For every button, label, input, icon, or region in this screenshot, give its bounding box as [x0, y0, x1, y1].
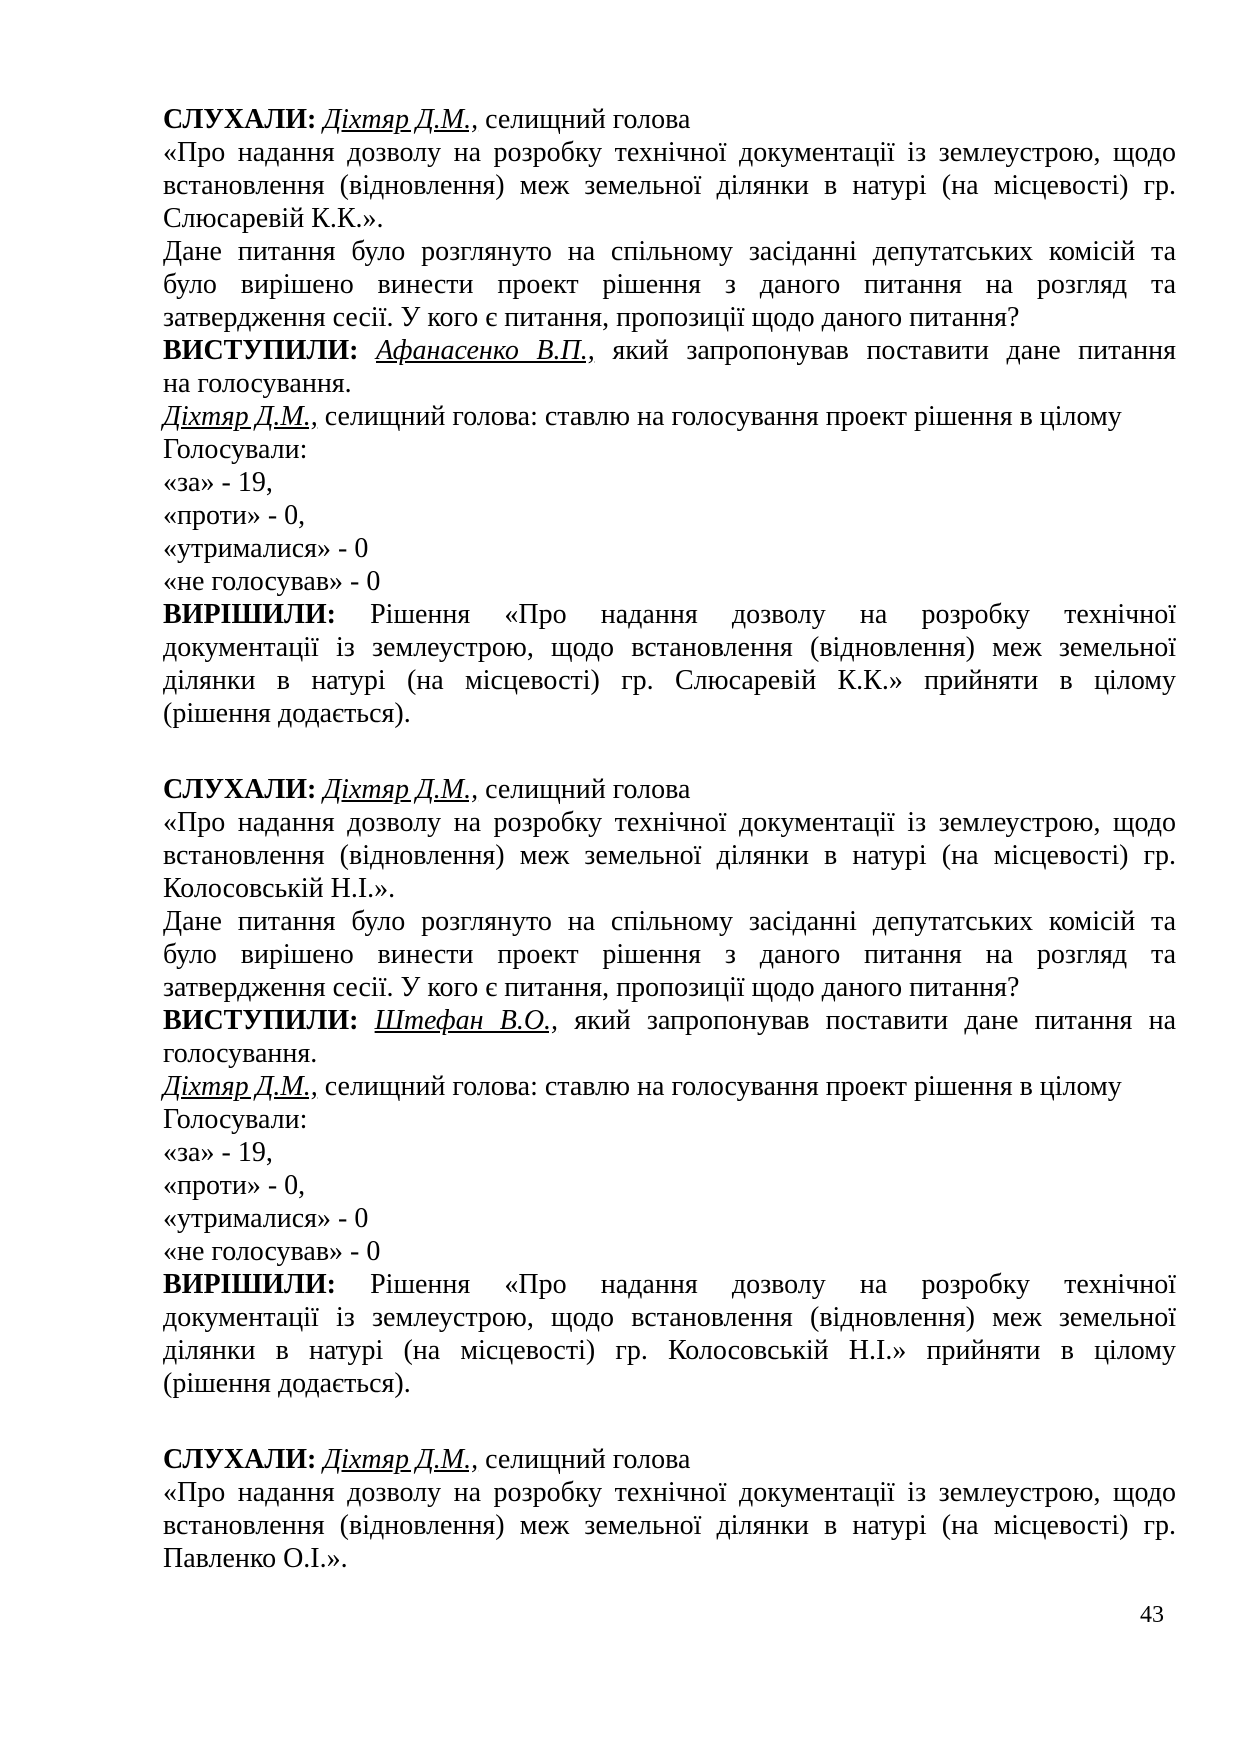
discussion-line: Дане питання було розглянуто на спільному засіданні депутатських комісій та [163, 236, 1176, 267]
heard-label: СЛУХАЛИ: [163, 774, 317, 805]
heard-role: селищний голова [485, 104, 691, 135]
decided-text-line: ділянки в натурі (на місцевості) гр. Колосовській Н.І.» прийняти в цілому [163, 1335, 1176, 1366]
discussion-line: затвердження сесії. У кого є питання, пропозиції щодо даного питання? [163, 302, 1020, 333]
topic-line: Колосовській Н.І.». [163, 873, 396, 904]
decided-line [163, 1268, 1176, 1301]
chair-line [163, 1070, 1176, 1103]
heard-speaker: Діхтяр Д.М., [323, 774, 479, 805]
chair-text: селищний голова: ставлю на голосування проект рішення в цілому [324, 401, 1122, 432]
heard-role: селищний голова [485, 774, 691, 805]
agenda-item-3 [163, 1443, 1176, 1575]
topic-line: встановлення (відновлення) меж земельної ділянки в натурі (на місцевості) гр. [163, 170, 1176, 201]
spoke-text-continued: на голосування. [163, 368, 352, 399]
decided-text-line: (рішення додається). [163, 1368, 411, 1399]
chair-line [163, 400, 1176, 433]
vote-against: «проти» - 0, [163, 1170, 306, 1201]
spoke-label: ВИСТУПИЛИ: [163, 1005, 359, 1036]
vote-heading: Голосували: [163, 434, 308, 465]
decided-text-line: ділянки в натурі (на місцевості) гр. Слюсаревій К.К.» прийняти в цілому [163, 665, 1176, 696]
topic-line: встановлення (відновлення) меж земельної ділянки в натурі (на місцевості) гр. [163, 840, 1176, 871]
heard-speaker: Діхтяр Д.М., [323, 104, 479, 135]
vote-not-voted: «не голосував» - 0 [163, 1236, 381, 1267]
topic-line: «Про надання дозволу на розробку технічної документації із землеустрою, щодо [163, 1477, 1176, 1508]
page-number: 43 [1140, 1602, 1164, 1628]
decided-text-line: документації із землеустрою, щодо встановлення (відновлення) меж земельної [163, 632, 1176, 663]
spoke-label: ВИСТУПИЛИ: [163, 335, 359, 366]
heard-speaker: Діхтяр Д.М., [323, 1444, 479, 1475]
agenda-item-1 [163, 103, 1176, 730]
chair-speaker: Діхтяр Д.М., [163, 1071, 318, 1102]
discussion-line: було вирішено винести проект рішення з даного питання на розгляд та [163, 269, 1176, 300]
decided-text-line: (рішення додається). [163, 698, 411, 729]
vote-for: «за» - 19, [163, 1137, 273, 1168]
decided-text-line: документації із землеустрою, щодо встановлення (відновлення) меж земельної [163, 1302, 1176, 1333]
vote-heading: Голосували: [163, 1104, 308, 1135]
vote-abstained: «утрималися» - 0 [163, 1203, 369, 1234]
spoke-line [163, 334, 1176, 367]
decided-label: ВИРІШИЛИ: [163, 599, 336, 630]
topic-line: Павленко О.І.». [163, 1543, 348, 1574]
decided-text: Рішення «Про надання дозволу на розробку технічної [370, 599, 1176, 630]
heard-line [163, 103, 1176, 136]
vote-not-voted: «не голосував» - 0 [163, 566, 381, 597]
chair-text: селищний голова: ставлю на голосування проект рішення в цілому [324, 1071, 1122, 1102]
decided-label: ВИРІШИЛИ: [163, 1269, 336, 1300]
discussion-line: затвердження сесії. У кого є питання, пропозиції щодо даного питання? [163, 972, 1020, 1003]
topic-line: «Про надання дозволу на розробку технічної документації із землеустрою, щодо [163, 137, 1176, 168]
decided-line [163, 598, 1176, 631]
spoke-speaker: Штефан В.О., [374, 1005, 559, 1036]
vote-abstained: «утрималися» - 0 [163, 533, 369, 564]
discussion-line: Дане питання було розглянуто на спільному засіданні депутатських комісій та [163, 906, 1176, 937]
heard-label: СЛУХАЛИ: [163, 104, 317, 135]
topic-line: «Про надання дозволу на розробку технічної документації із землеустрою, щодо [163, 807, 1176, 838]
topic-line: встановлення (відновлення) меж земельної ділянки в натурі (на місцевості) гр. [163, 1510, 1176, 1541]
spoke-text: який запропонував поставити дане питання [612, 335, 1177, 366]
heard-line [163, 773, 1176, 806]
vote-for: «за» - 19, [163, 467, 273, 498]
heard-label: СЛУХАЛИ: [163, 1444, 317, 1475]
vote-against: «проти» - 0, [163, 500, 306, 531]
spoke-text-continued: голосування. [163, 1038, 318, 1069]
discussion-line: було вирішено винести проект рішення з даного питання на розгляд та [163, 939, 1176, 970]
spoke-text: який запропонував поставити дане питання на [574, 1005, 1177, 1036]
agenda-item-2 [163, 773, 1176, 1400]
decided-text: Рішення «Про надання дозволу на розробку технічної [370, 1269, 1176, 1300]
heard-role: селищний голова [485, 1444, 691, 1475]
spoke-speaker: Афанасенко В.П., [376, 335, 595, 366]
heard-line [163, 1443, 1176, 1476]
topic-line: Слюсаревій К.К.». [163, 203, 384, 234]
spoke-line [163, 1004, 1176, 1037]
chair-speaker: Діхтяр Д.М., [163, 401, 318, 432]
